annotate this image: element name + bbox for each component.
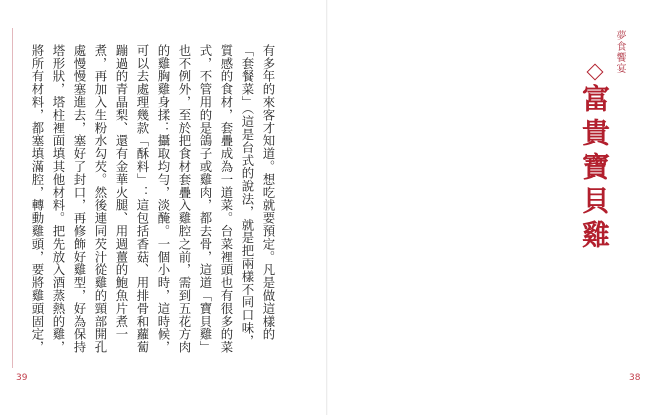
section-label: 夢食饗宴 bbox=[614, 30, 625, 74]
left-page bbox=[0, 0, 327, 415]
page-number-left: 39 bbox=[16, 373, 28, 383]
page-number-right: 38 bbox=[629, 373, 641, 383]
body-paragraph: 有多年的來客才知道。想吃就要預定。凡是做這樣的「套餐菜」（這是台式的說法，就是把兩樣不同口味，質感的食材，套疊成為一道菜。台菜裡頭也有很多的菜式，不管用的是鴿子或雞肉，都去骨，這道「寶貝雞」也不例外，至於把食材套疊入雞腔之前，需到五花方肉的雞胸雞身揉：攝取均勻，淡醃。一個小時，這時候，可以去處理幾款「酥料」：這包括香菇、用排骨和蘿蔔蹦過的青晶梨、還有金華火腿、用週薑的鮑魚片煮一煮，再加入生粉水勾芡。然後連同芡汁從雞的頸部開孔處慢慢塞進去，塞好了封口，再修飾好雞型，好為保持塔形狀，塔柱裡面填其他材料。把先放入酒蒸熱的雞，將所有材料，都塞填滿腔，轉動雞頭，要將雞頭固定， bbox=[30, 44, 276, 354]
left-page-body bbox=[25, 44, 321, 360]
article-title: 富貴寶貝雞 bbox=[578, 84, 611, 254]
